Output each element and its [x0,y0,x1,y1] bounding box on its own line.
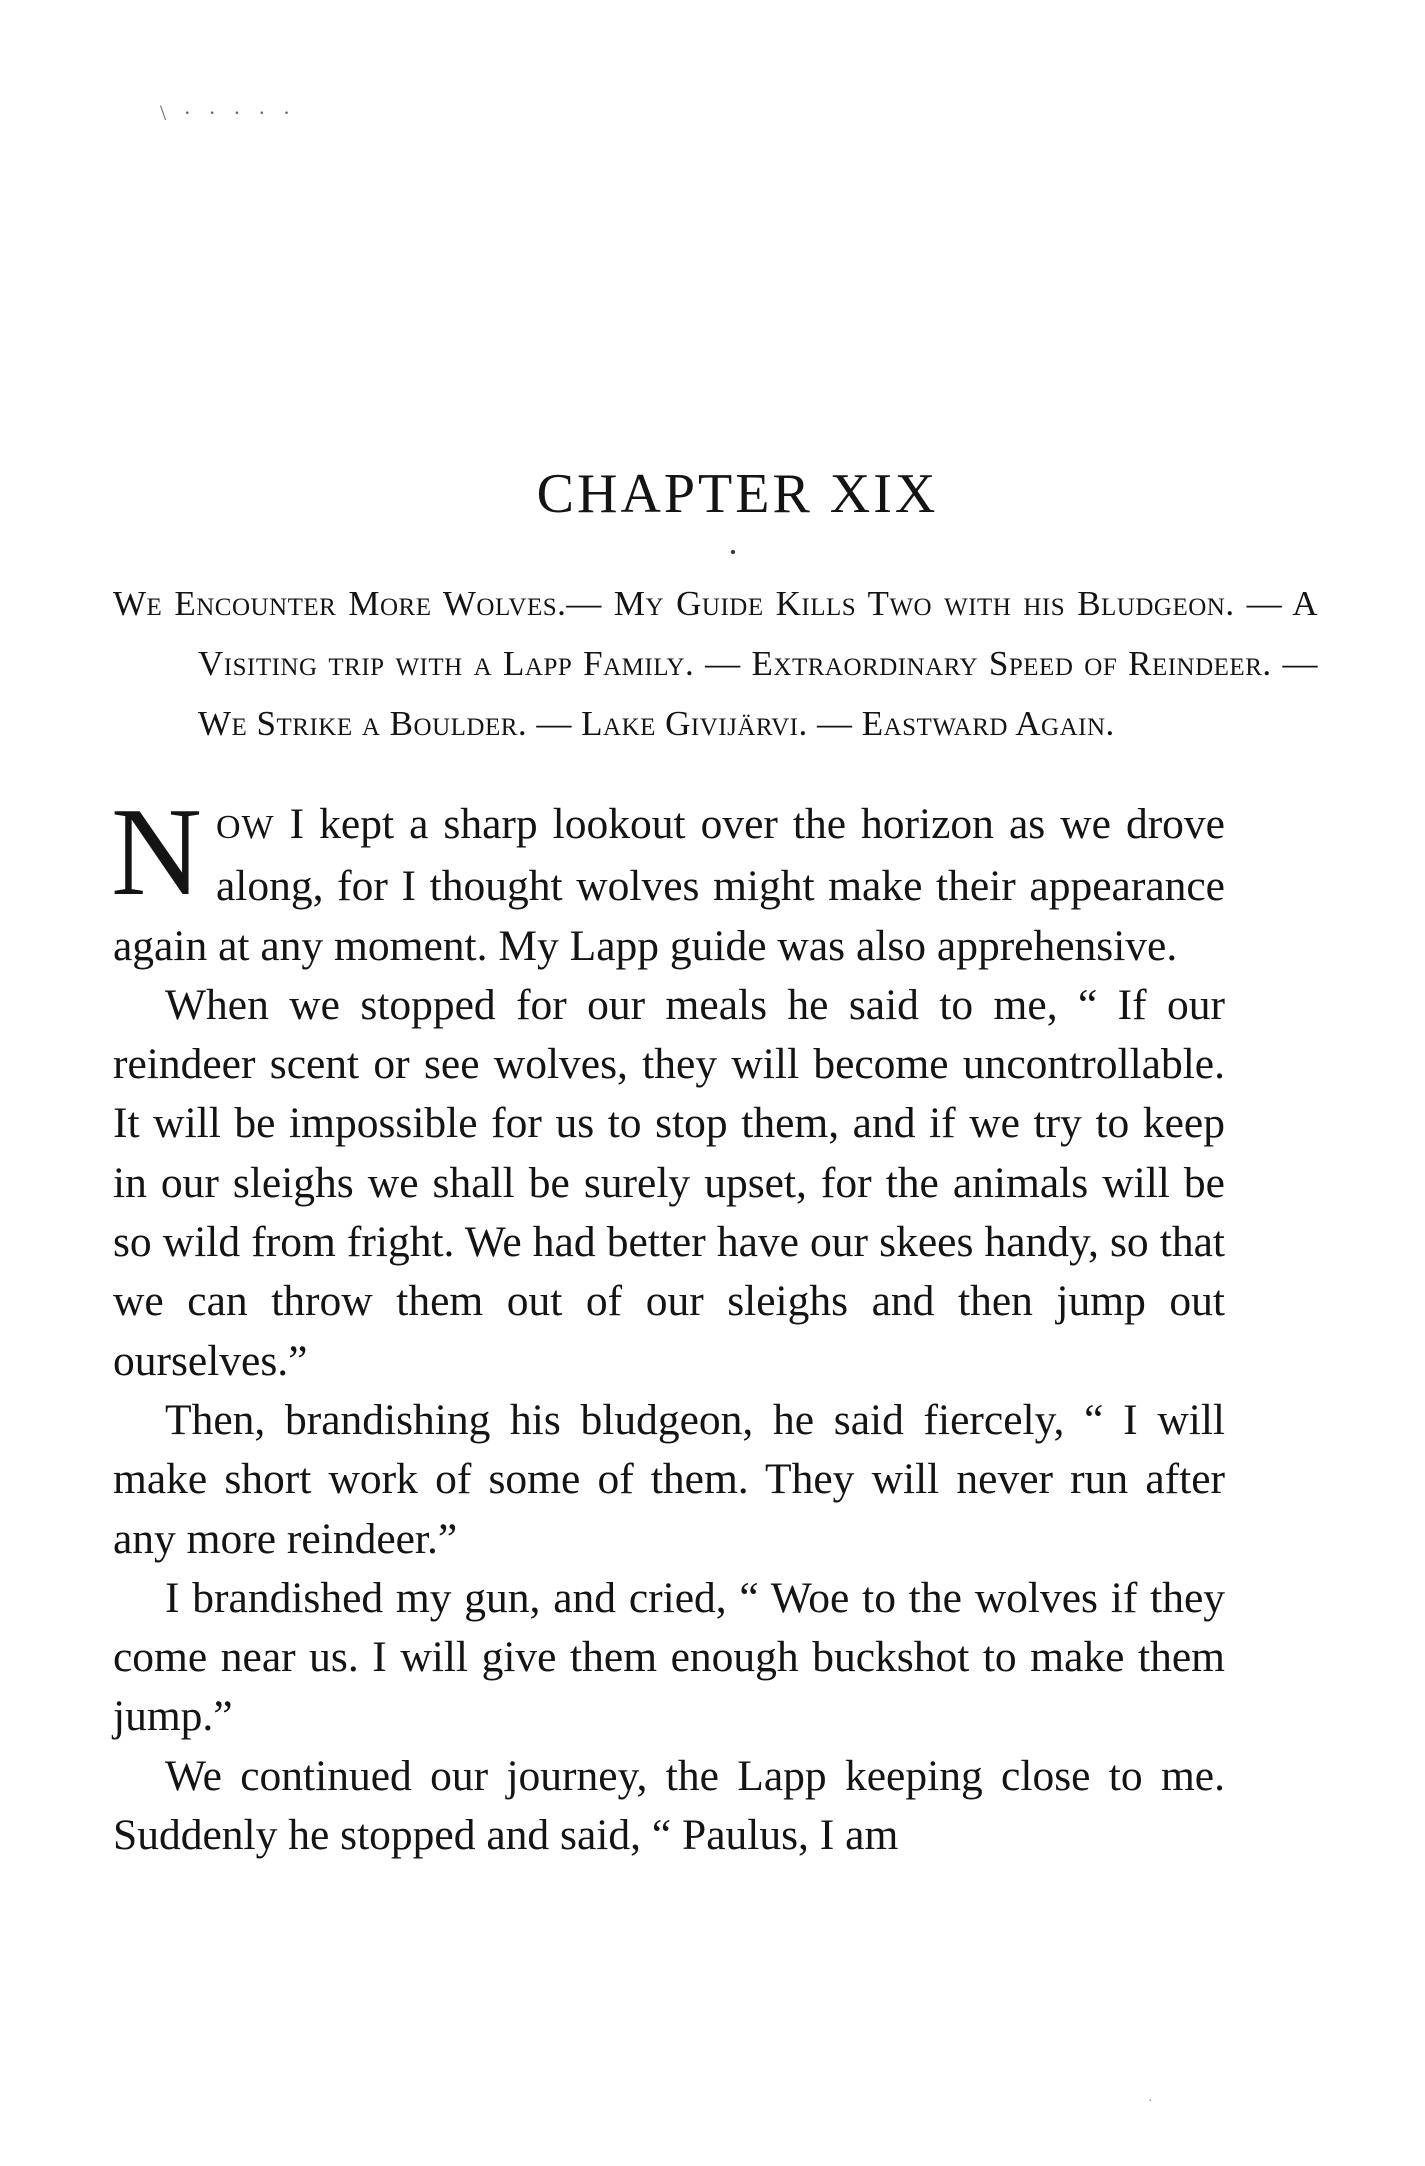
paragraph-1 [111,783,1225,976]
drop-cap: N [111,783,202,922]
corner-mark: · [1148,2094,1153,2109]
paragraph-5: We continued our journey, the Lapp keeping close to me. Suddenly he stopped and said, “ Paulus, I am [113,1751,1225,1860]
body-text [111,783,1225,1865]
chapter-title: CHAPTER XIX [536,463,939,525]
chapter-synopsis: We Encounter More Wolves.— My Guide Kills Two with his Bludgeon. — A Visiting trip with a Lapp Family. — Extraordinary Speed of Reindeer. — We Strike a Boulder. — Lake Givijärvi. — Eastward Again. [113,584,1318,743]
lead-in: OW [216,809,275,846]
paragraph-2: When we stopped for our meals he said to me, “ If our reindeer scent or see wolves, they will become uncontrollable. It will be impossible for us to stop them, and if we try to keep in our sleighs we shall be surely upset, for the animals will be so wild from fright. We had better have our skees handy, so that we can throw them out of our sleighs and then jump out ourselves.” [113,980,1225,1385]
paragraph-1-text: I kept a sharp lookout over the horizon as we drove along, for I thought wolves might make their appearance again at any moment. My Lapp guide was also apprehensive. [113,800,1225,970]
paragraph-3: Then, brandishing his bludgeon, he said fiercely, “ I will make short work of some of them. They will never run after any more reindeer.” [113,1395,1225,1563]
chapter-dot [731,550,735,554]
paragraph-4: I brandished my gun, and cried, “ Woe to the wolves if they come near us. I will give them enough buckshot to make them jump.” [113,1573,1225,1741]
page-specks: \ · · · · · [160,100,297,125]
